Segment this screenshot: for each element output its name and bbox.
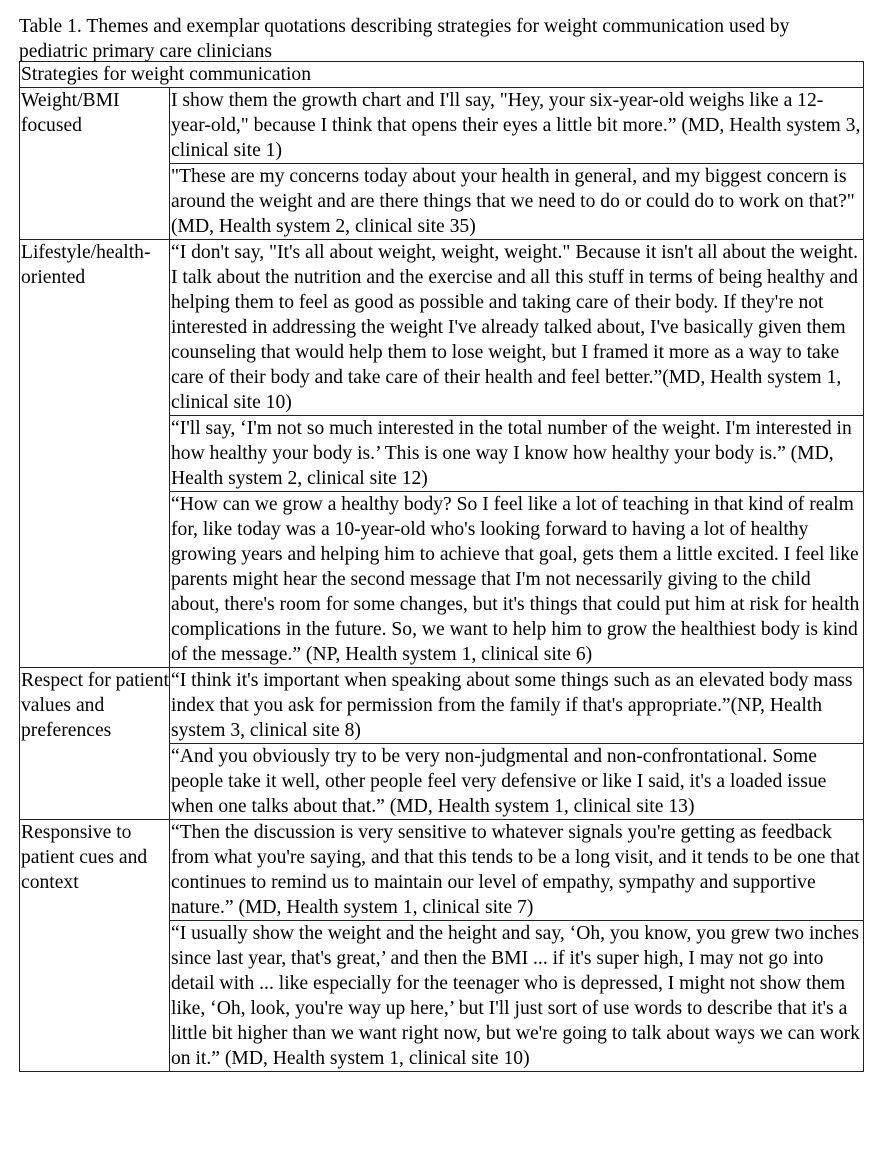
table-row xyxy=(20,820,864,921)
table-row xyxy=(20,88,864,164)
quote-cell: “And you obviously try to be very non-judgmental and non-confrontational. Some people take it well, other people feel very defensive or like I said, it's a loaded issue when one talks about that.” (MD, Health system 1, clinical site 13) xyxy=(170,744,864,820)
theme-cell: Lifestyle/health-oriented xyxy=(20,240,170,668)
strategies-table xyxy=(19,61,864,1072)
theme-cell: Responsive to patient cues and context xyxy=(20,820,170,1072)
table-header-row xyxy=(20,62,864,88)
theme-cell: Respect for patient values and preferences xyxy=(20,668,170,820)
quote-cell: “I think it's important when speaking about some things such as an elevated body mass index that you ask for permission from the family if that's appropriate.”(NP, Health system 3, clinical site 8) xyxy=(170,668,864,744)
table-row xyxy=(20,240,864,416)
theme-cell: Weight/BMI focused xyxy=(20,88,170,240)
quote-cell: “I don't say, "It's all about weight, weight, weight." Because it isn't all about the weight. I talk about the nutrition and the exercise and all this stuff in terms of being healthy and helping them to feel as good as possible and taking care of their body. If they're not interested in addressing the weight I've already talked about, I've basically given them counseling that would help them to lose weight, but I framed it more as a way to take care of their body and take care of their health and feel better.”(MD, Health system 1, clinical site 10) xyxy=(170,240,864,416)
table-header: Strategies for weight communication xyxy=(20,62,864,88)
quote-cell: “Then the discussion is very sensitive to whatever signals you're getting as feedback from what you're saying, and that this tends to be a long visit, and it tends to be one that continues to remind us to maintain our level of empathy, sympathy and supportive nature.” (MD, Health system 1, clinical site 7) xyxy=(170,820,864,921)
quote-cell: “I usually show the weight and the height and say, ‘Oh, you know, you grew two inches since last year, that's great,’ and then the BMI ... if it's super high, I may not go into detail with ... like especially for the teenager who is depressed, I might not show them like, ‘Oh, look, you're way up here,’ but I'll just sort of use words to describe that it's a little bit higher than we want right now, but we're going to talk about ways we can work on it.” (MD, Health system 1, clinical site 10) xyxy=(170,921,864,1072)
table-caption: Table 1. Themes and exemplar quotations describing strategies for weight communication used by pediatric primary care clinicians xyxy=(19,16,790,62)
quote-cell: “I'll say, ‘I'm not so much interested in the total number of the weight. I'm interested in how healthy your body is.’ This is one way I know how healthy your body is.” (MD, Health system 2, clinical site 12) xyxy=(170,416,864,492)
quote-cell: “How can we grow a healthy body? So I feel like a lot of teaching in that kind of realm for, like today was a 10-year-old who's looking forward to having a lot of healthy growing years and helping him to achieve that goal, gets them a little excited. I feel like parents might hear the second message that I'm not necessarily giving to the child about, there's room for some changes, but it's things that could put him at risk for health complications in the future. So, we want to help him to grow the healthiest body is kind of the message.” (NP, Health system 1, clinical site 6) xyxy=(170,492,864,668)
quote-cell: I show them the growth chart and I'll say, "Hey, your six-year-old weighs like a 12-year-old," because I think that opens their eyes a little bit more.” (MD, Health system 3, clinical site 1) xyxy=(170,88,864,164)
table-row xyxy=(20,668,864,744)
quote-cell: "These are my concerns today about your health in general, and my biggest concern is around the weight and are there things that we need to do or could do to work on that?"(MD, Health system 2, clinical site 35) xyxy=(170,164,864,240)
